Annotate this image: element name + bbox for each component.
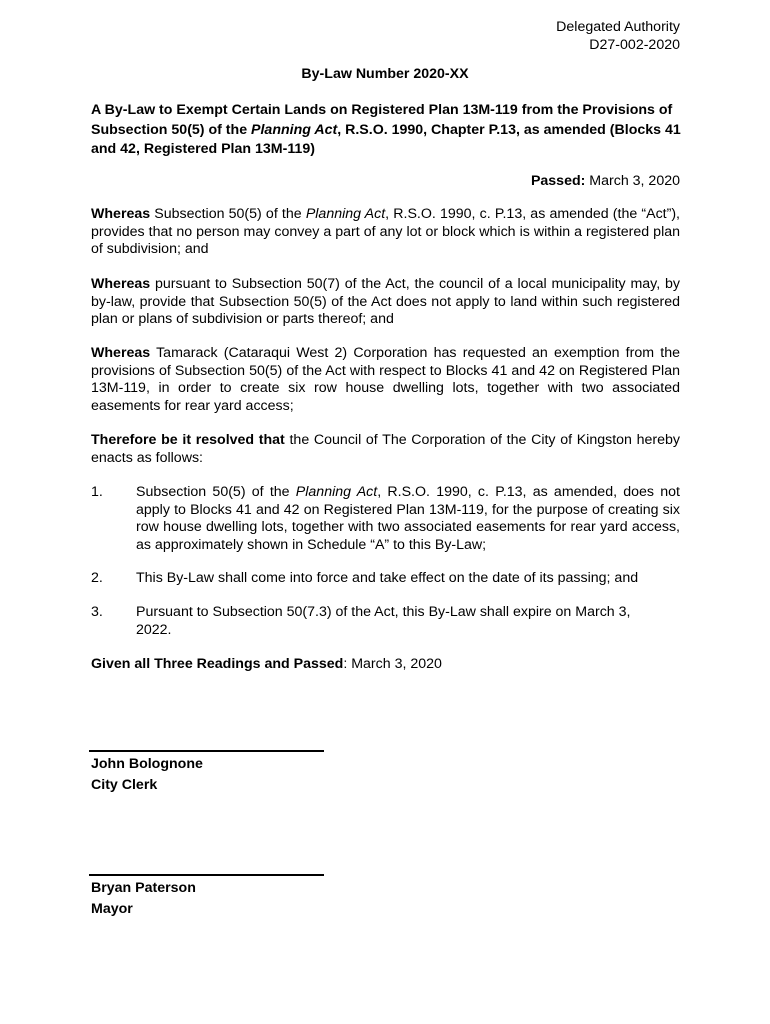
whereas-1-text-b: , R.S.O. 1990, c. P.13, as amended (the “Act”), provides that no person may convey a part of any lot or block which is within a registered plan of subdivision; and [91,206,680,258]
whereas-paragraph-2 [91,276,680,329]
signature-line-clerk [89,750,324,752]
header-file-number: D27-002-2020 [589,36,680,53]
bylaw-title [91,101,681,160]
readings-keyword: Given all Three Readings and Passed [91,656,344,672]
list-item-1-text [136,484,680,554]
list-item-3-number: 3. [91,604,103,620]
mayor-name: Bryan Paterson [91,880,196,896]
mayor-title: Mayor [91,901,133,917]
whereas-3-text: Tamarack (Cataraqui West 2) Corporation has requested an exemption from the provisions of Subsection 50(5) of the Act with respect to Blocks 41 and 42 on Registered Plan 13M-119, in order to create six row house dwelling lots, together with two associated easements for rear yard access; [91,345,680,414]
title-act-name: Planning Act [251,121,338,138]
resolved-paragraph [91,432,680,467]
clerk-title: City Clerk [91,777,158,793]
signature-block-clerk [91,754,203,796]
readings-line [91,656,680,674]
whereas-1-text-a: Subsection 50(5) of the [150,206,306,222]
whereas-1-keyword: Whereas [91,206,151,222]
list-item-1-text-b: , R.S.O. 1990, c. P.13, as amended, does not apply to Blocks 41 and 42 on Registered Plan 13M-119, for the purpose of creating six row house dwelling lots, together with two associated easements for rear yard access, as approximately shown in Schedule “A” to this By-Law; [136,484,680,553]
passed-date: March 3, 2020 [585,173,680,189]
whereas-3-keyword: Whereas [91,345,151,361]
signature-line-mayor [89,874,324,876]
passed-date-line [531,173,680,189]
signature-block-mayor [91,878,196,920]
list-item-1-act-name: Planning Act [295,484,378,500]
whereas-2-keyword: Whereas [91,276,151,292]
title-text-part2: , R.S.O. 1990, Chapter P.13, as amended (Blocks 41 and 42, Registered Plan 13M-119) [91,121,681,157]
passed-label: Passed: [530,173,586,189]
clerk-name: John Bolognone [91,756,203,772]
bylaw-number-heading: By-Law Number 2020-XX [301,66,469,82]
whereas-2-text: pursuant to Subsection 50(7) of the Act, the council of a local municipality may, by by-law, provide that Subsection 50(5) of the Act does not apply to land within such registered plan or plans of subdivision or parts thereof; and [91,276,680,328]
list-item-3-text: Pursuant to Subsection 50(7.3) of the Act, this By-Law shall expire on March 3, 2022. [136,604,631,638]
list-item-2-text: This By-Law shall come into force and take effect on the date of its passing; and [136,570,639,586]
document-header [556,19,680,54]
whereas-1-act-name: Planning Act [305,206,386,222]
list-item-1-number: 1. [91,484,103,500]
header-authority: Delegated Authority [556,19,680,35]
readings-date: : March 3, 2020 [343,656,442,672]
list-item-1-text-a: Subsection 50(5) of the [136,484,296,500]
resolved-keyword: Therefore be it resolved that [91,432,285,448]
whereas-paragraph-1 [91,206,680,259]
title-text-part1: A By-Law to Exempt Certain Lands on Registered Plan 13M-119 from the Provisions of Subsection 50(5) of the [91,102,673,138]
list-item-2-number: 2. [91,570,103,586]
resolved-text: the Council of The Corporation of the City of Kingston hereby enacts as follows: [91,432,680,466]
whereas-paragraph-3 [91,345,680,415]
